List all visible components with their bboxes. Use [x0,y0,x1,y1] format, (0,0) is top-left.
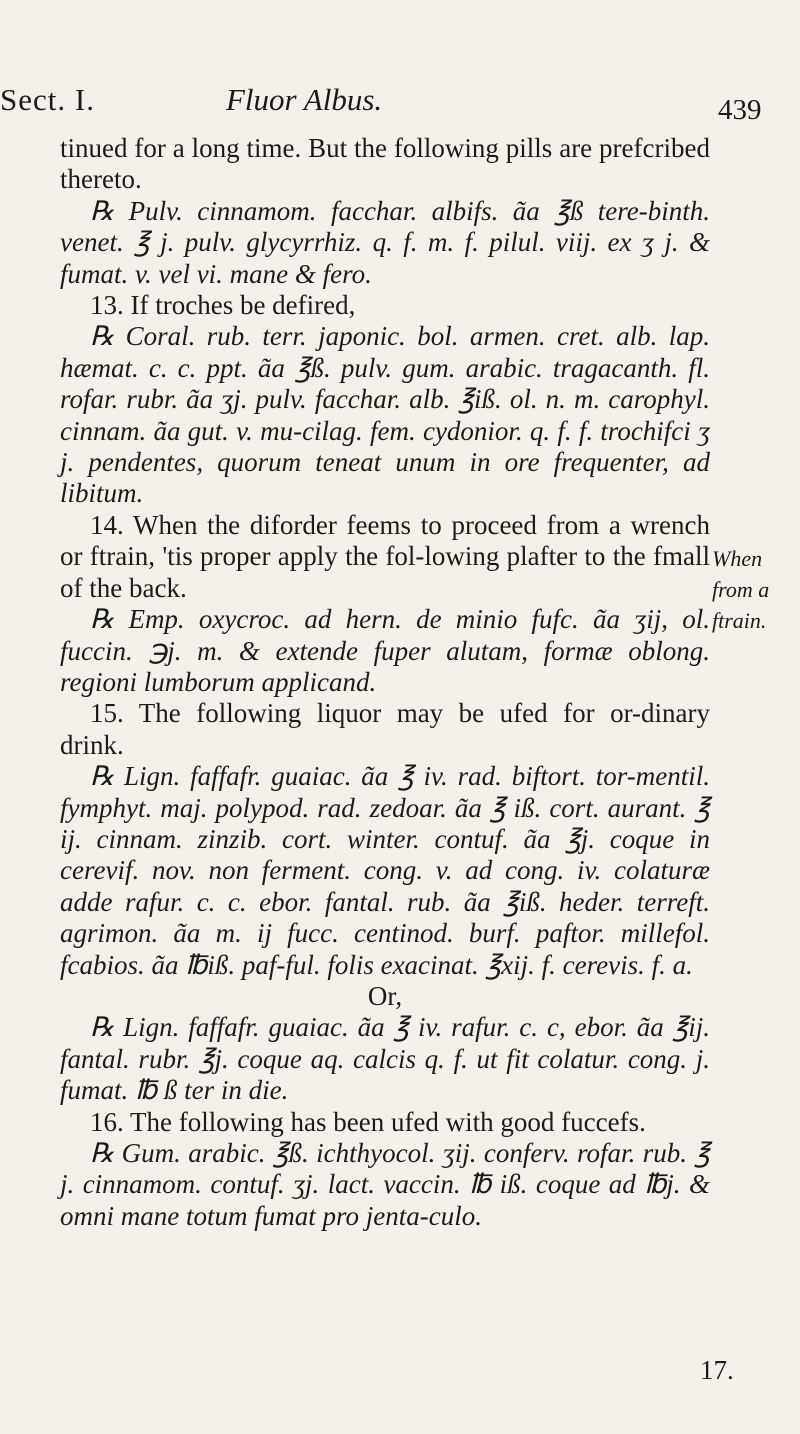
paragraph: ℞ Gum. arabic. ℥ß. ichthyocol. ʒij. conferv. rofar. rub. ℥ j. cinnamom. contuf. ʒj. lact. vaccin. ℔ iß. coque ad ℔j. & omni mane totum fumat pro jenta-culo. [60,1138,710,1231]
paragraph: ℞ Pulv. cinnamom. facchar. albifs. ãa ℥ß tere-binth. venet. ℥ j. pulv. glycyrrhiz. q. f. m. f. pilul. viij. ex ʒ j. & fumat. v. vel vi. mane & fero. [60,195,710,289]
paragraph: ℞ Lign. faffafr. guaiac. ãa ℥ iv. rad. biftort. tor-mentil. fymphyt. maj. polypod. rad. zedoar. ãa ℥ iß. cort. aurant. ℥ ij. cinnam. zinzib. cort. winter. contuf. ãa ℥j. coque in cerevif. nov. non ferment. cong. v. ad cong. iv. colaturæ adde rafur. c. c. ebor. fantal. rub. ãa ℥iß. heder. terreft. agrimon. ãa m. ij fucc. centinod. burf. paftor. millefol. fcabios. ãa ℔iß. paf-ful. folis exacinat. ℥xij. f. cerevis. f. a. [60,761,710,980]
margin-note: When from a ftrain. [712,546,770,633]
page-number: 439 [718,94,762,126]
paragraph: Or, [367,980,403,1011]
paragraph: 15. The following liquor may be ufed for or-dinary drink. [60,698,710,760]
paragraph: 14. When the diforder feems to proceed from a wrench or ftrain, 'tis proper apply the fol-lowing plafter to the fmall of the back. [60,509,710,603]
page-body [60,133,710,1232]
section-label: Sect. I. [0,82,95,117]
paragraph: 13. If troches be defired, [90,290,356,321]
paragraph: ℞ Emp. oxycroc. ad hern. de minio fufc. ãa ʒij, ol. fuccin. ℈j. m. & extende fuper alutam, formæ oblong. regioni lumborum applicand. [60,604,710,697]
paragraph: ℞ Lign. faffafr. guaiac. ãa ℥ iv. rafur. c. c, ebor. ãa ℥ij. fantal. rubr. ℥j. coque aq. calcis q. f. ut fit colatur. cong. j. fumat. ℔ ß ter in die. [60,1012,710,1106]
running-header [0,82,800,132]
running-title: Fluor Albus. [226,82,383,117]
paragraph: 16. The following has been ufed with good fuccefs. [90,1106,646,1137]
catchword: 17. [700,1355,734,1385]
paragraph: ℞ Coral. rub. terr. japonic. bol. armen. cret. alb. lap. hæmat. c. c. ppt. ãa ℥ß. pulv. gum. arabic. tragacanth. fl. rofar. rubr. ãa ʒj. pulv. facchar. alb. ℥iß. ol. n. m. carophyl. cinnam. ãa gut. v. mu-cilag. fem. cydonior. q. f. f. trochifci ʒ j. pendentes, quorum teneat unum in ore frequenter, ad libitum. [60,321,710,509]
paragraph: tinued for a long time. But the following pills are prefcribed thereto. [60,133,710,195]
